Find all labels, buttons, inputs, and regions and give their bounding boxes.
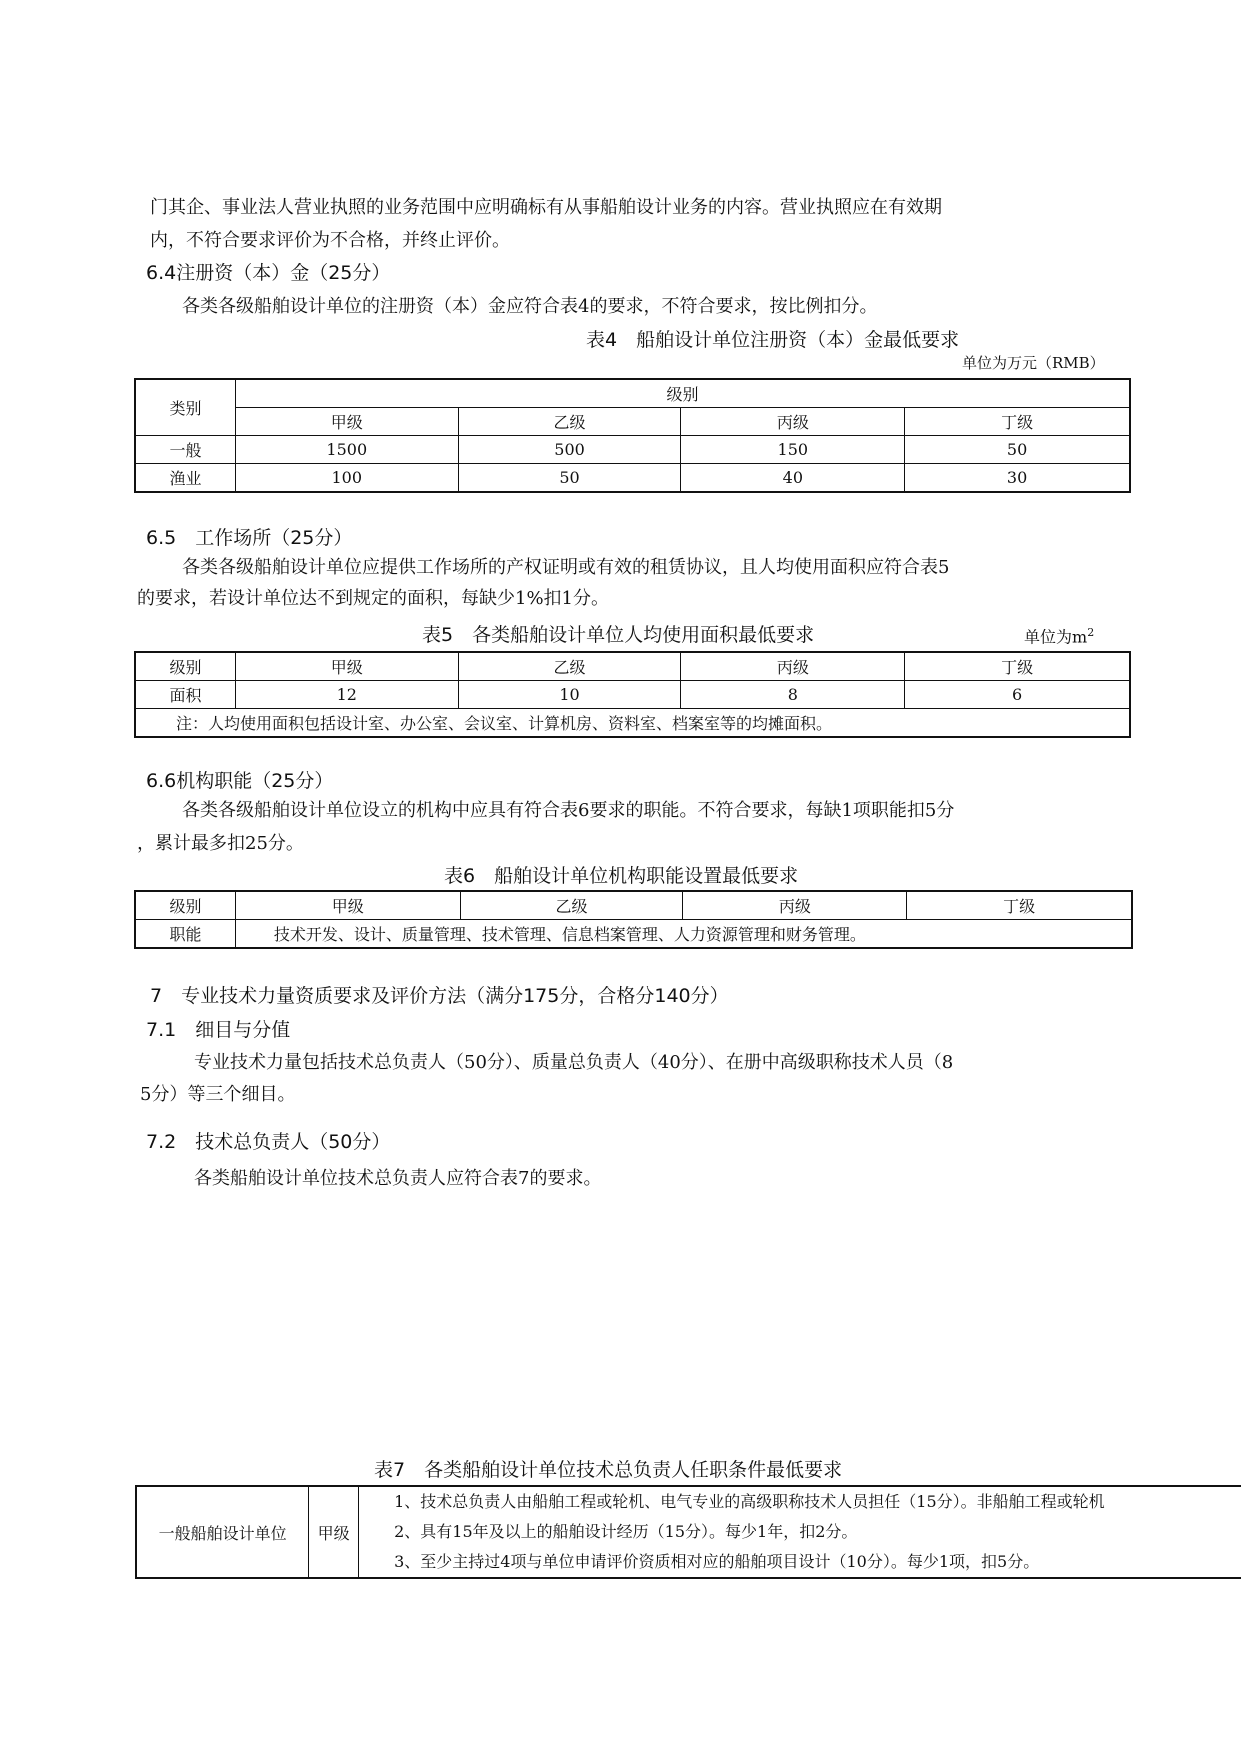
table4-cell: 150 [681,436,905,464]
section-6-5-heading: 6.5 工作场所（25分） [146,527,353,549]
section-7-2-heading: 7.2 技术总负责人（50分） [146,1131,391,1153]
table6-row-label: 职能 [136,920,236,948]
section-6-4-body: 各类各级船舶设计单位的注册资（本）金应符合表4的要求，不符合要求，按比例扣分。 [182,296,878,317]
table7-items [359,1486,1241,1578]
section-7-1-heading: 7.1 细目与分值 [146,1019,291,1041]
table6-header-label: 级别 [136,892,236,920]
table-row [136,920,1132,948]
table5-caption: 表5 各类船舶设计单位人均使用面积最低要求 [422,624,815,646]
section-7-heading: 7 专业技术力量资质要求及评价方法（满分175分，合格分140分） [150,985,729,1007]
table5-level: 丁级 [905,653,1130,681]
table5-unit: 单位为$m^2$ [1024,626,1095,647]
table5 [135,652,1130,737]
table5-level: 乙级 [458,653,681,681]
intro-line-2: 内，不符合要求评价为不合格，并终止评价。 [150,230,510,251]
table4-row-label: 一般 [136,436,236,464]
table7-clip [135,1485,1241,1580]
table4-unit: 单位为万元（RMB） [962,354,1105,372]
table-row [136,436,1130,464]
table6-caption: 表6 船舶设计单位机构职能设置最低要求 [444,865,799,887]
table7-level: 甲级 [309,1486,359,1578]
section-6-6-heading: 6.6机构职能（25分） [146,770,334,792]
section-7-1-body-line-2: 5分）等三个细目。 [140,1084,296,1105]
table6-level: 甲级 [235,892,460,920]
table4-cell: 40 [681,464,905,492]
table5-level: 甲级 [235,653,458,681]
section-6-5-body-line-2: 的要求，若设计单位达不到规定的面积，每缺少1%扣1分。 [137,588,610,609]
table7-category: 一般船舶设计单位 [136,1486,309,1578]
section-6-5-body-line-1: 各类各级船舶设计单位应提供工作场所的产权证明或有效的租赁协议，且人均使用面积应符合表5 [182,557,950,578]
table6-level: 乙级 [460,892,683,920]
intro-line-1: 门其企、事业法人营业执照的业务范围中应明确标有从事船舶设计业务的内容。营业执照应在有效期 [150,197,942,218]
table6 [135,891,1132,948]
table4 [135,379,1130,492]
section-6-6-body-line-1: 各类各级船舶设计单位设立的机构中应具有符合表6要求的职能。不符合要求，每缺1项职能扣5分 [182,800,955,821]
table4-level: 乙级 [458,408,681,436]
section-7-1-body-line-1: 专业技术力量包括技术总负责人（50分）、质量总负责人（40分）、在册中高级职称技术人员（8 [194,1052,954,1073]
table4-cell: 1500 [235,436,458,464]
table6-functions: 技术开发、设计、质量管理、技术管理、信息档案管理、人力资源管理和财务管理。 [235,920,1131,948]
table4-level-header: 级别 [235,380,1129,408]
table5-header-label: 级别 [136,653,236,681]
table5-cell: 10 [458,681,681,709]
section-6-6-body-line-2: ，累计最多扣25分。 [137,833,304,854]
table5-level: 丙级 [681,653,905,681]
table5-row-label: 面积 [136,681,236,709]
table5-cell: 8 [681,681,905,709]
table6-level: 丁级 [907,892,1132,920]
table4-category-header: 类别 [136,380,236,436]
table4-row-label: 渔业 [136,464,236,492]
table4-level: 甲级 [235,408,458,436]
table5-note: 注：人均使用面积包括设计室、办公室、会议室、计算机房、资料室、档案室等的均摊面积。 [136,709,1130,737]
section-6-4-heading: 6.4注册资（本）金（25分） [146,262,391,284]
table4-level: 丁级 [905,408,1130,436]
section-7-2-body: 各类船舶设计单位技术总负责人应符合表7的要求。 [194,1168,602,1189]
table4-caption: 表4 船舶设计单位注册资（本）金最低要求 [586,329,960,351]
table-row [136,681,1130,709]
table5-cell: 12 [235,681,458,709]
table7-item: 3、至少主持过4项与单位申请评价资质相对应的船舶项目设计（10分）。每少1项，扣5分。 [394,1552,1040,1571]
table5-cell: 6 [905,681,1130,709]
table7-item: 2、具有15年及以上的船舶设计经历（15分）。每少1年，扣2分。 [394,1522,858,1541]
table4-cell: 50 [905,436,1130,464]
table7 [135,1485,1241,1579]
table4-cell: 50 [458,464,681,492]
table4-cell: 100 [235,464,458,492]
table4-level: 丙级 [681,408,905,436]
table7-caption: 表7 各类船舶设计单位技术总负责人任职条件最低要求 [374,1459,843,1481]
table7-item: 1、技术总负责人由船舶工程或轮机、电气专业的高级职称技术人员担任（15分）。非船舶工程或轮机 [394,1492,1105,1511]
table4-cell: 500 [458,436,681,464]
table-row [136,464,1130,492]
table6-level: 丙级 [683,892,907,920]
table4-cell: 30 [905,464,1130,492]
